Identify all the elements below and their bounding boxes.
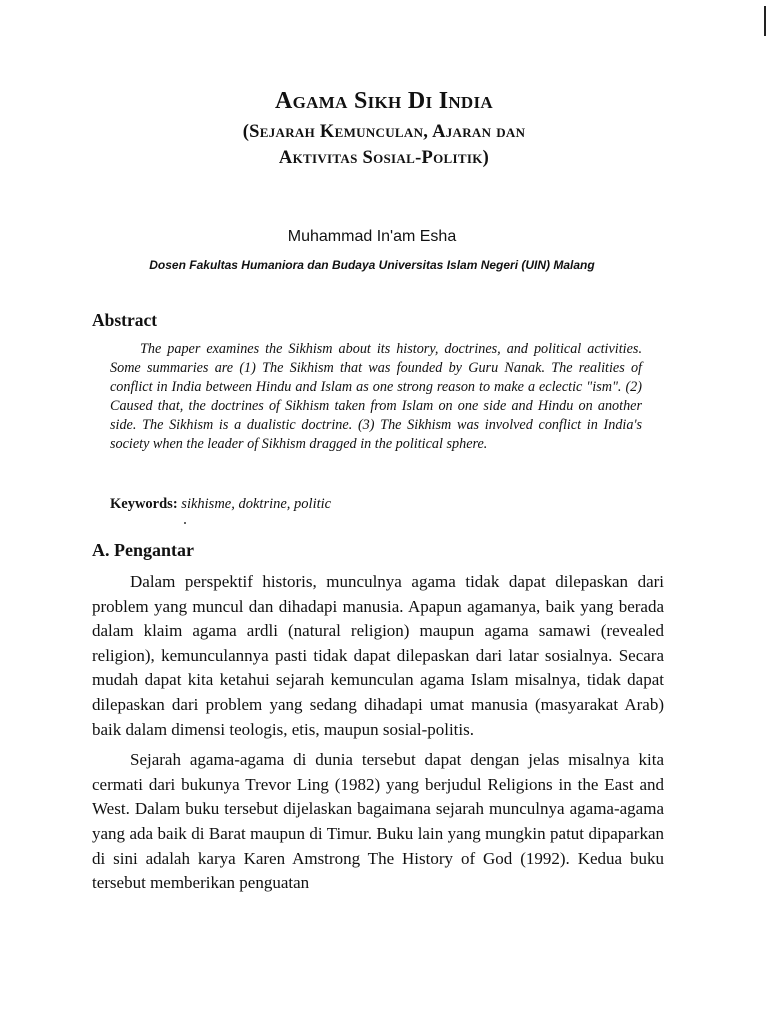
page-edge-mark <box>764 6 766 36</box>
abstract-paragraph: The paper examines the Sikhism about its history, doctrines, and political activities. Some summaries are (1) The Sikhism that was founded by Guru Nanak. The realities of conflict in India between Hindu and Islam as one strong reason to make a eclectic "ism". (2) Caused that, the doctrines of Sikhism taken from Islam on one side and Hindu on another side. The Sikhism is a dualistic doctrine. (3) The Sikhism was involved conflict in India's society when the leader of Sikhism dragged in the political sphere. <box>110 341 642 452</box>
abstract-heading: Abstract <box>92 310 158 330</box>
section-body <box>92 570 664 902</box>
author-affiliation: Dosen Fakultas Humaniora dan Budaya Universitas Islam Negeri (UIN) Malang <box>149 258 595 272</box>
article-title: Agama Sikh Di India <box>275 88 493 114</box>
section-heading: A. Pengantar <box>92 540 194 560</box>
body-paragraph-1: Dalam perspektif historis, munculnya agama tidak dapat dilepaskan dari problem yang muncul dan dihadapi manusia. Apapun agamanya, baik yang berada dalam klaim agama ardli (natural religion) maupun agama samawi (revealed religion), kemunculannya pasti tidak dapat dilepaskan dari latar sosialnya. Secara mudah dapat kita ketahui sejarah kemunculan agama Islam misalnya, tidak dapat dilepaskan dari problem yang sedang dihadapi umat manusia (masyarakat Arab) baik dalam dimensi teologis, etis, maupun sosial-politis. <box>92 572 664 739</box>
author-name: Muhammad In'am Esha <box>287 228 457 245</box>
article-subtitle-line2: Aktivitas Sosial-Politik) <box>278 148 490 168</box>
keywords-label: Keywords: <box>110 496 178 512</box>
keywords-line <box>110 496 331 513</box>
body-paragraph-2: Sejarah agama-agama di dunia tersebut dapat dengan jelas misalnya kita cermati dari bukunya Trevor Ling (1982) yang berjudul Religions in the East and West. Dalam buku tersebut dijelaskan bagaimana sejarah munculnya agama-agama yang ada baik di Barat maupun di Timur. Buku lain yang mungkin patut dipaparkan di sini adalah karya Karen Amstrong The History of God (1992). Kedua buku tersebut memberikan penguatan <box>92 750 664 893</box>
article-subtitle-line1: (Sejarah Kemunculan, Ajaran dan <box>242 122 526 142</box>
scan-speck <box>184 522 186 524</box>
keywords-values: sikhisme, doktrine, politic <box>181 496 332 512</box>
abstract-body <box>110 340 642 454</box>
